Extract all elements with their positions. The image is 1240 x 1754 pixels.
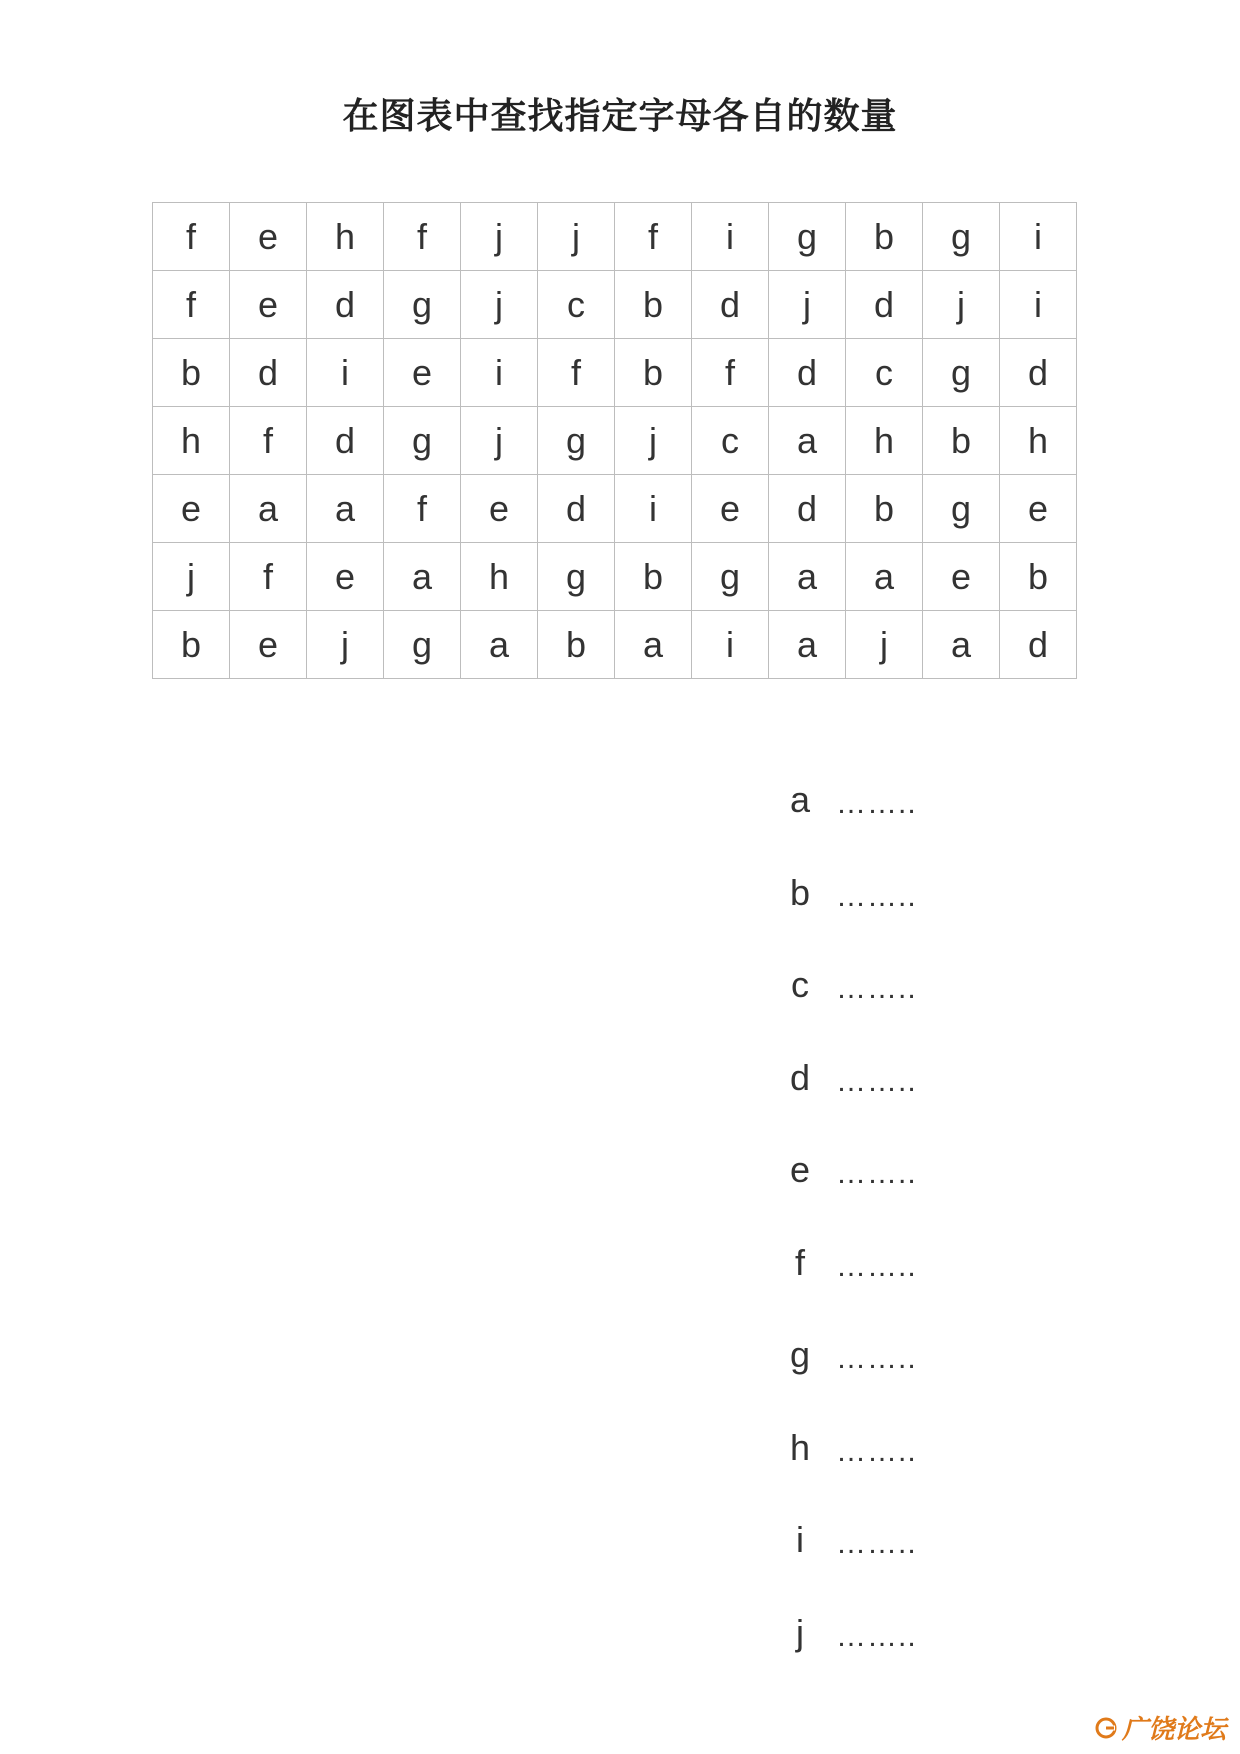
grid-cell: a bbox=[846, 543, 923, 611]
grid-cell: g bbox=[769, 203, 846, 271]
grid-cell: d bbox=[538, 475, 615, 543]
grid-cell: b bbox=[1000, 543, 1077, 611]
answer-blank[interactable]: …….. bbox=[836, 1434, 917, 1468]
grid-cell: i bbox=[1000, 203, 1077, 271]
grid-cell: b bbox=[923, 407, 1000, 475]
grid-cell: f bbox=[384, 203, 461, 271]
grid-cell: h bbox=[846, 407, 923, 475]
grid-cell: e bbox=[230, 203, 307, 271]
grid-cell: a bbox=[923, 611, 1000, 679]
answer-letter: b bbox=[789, 871, 811, 913]
grid-cell: e bbox=[307, 543, 384, 611]
answer-blank[interactable]: …….. bbox=[836, 879, 917, 913]
grid-cell: g bbox=[538, 543, 615, 611]
grid-cell: j bbox=[461, 271, 538, 339]
grid-cell: e bbox=[692, 475, 769, 543]
answer-letter: e bbox=[789, 1149, 811, 1190]
grid-cell: f bbox=[538, 339, 615, 407]
grid-cell: b bbox=[615, 339, 692, 407]
grid-cell: d bbox=[1000, 611, 1077, 679]
answer-row bbox=[770, 965, 917, 1058]
grid-cell: i bbox=[692, 611, 769, 679]
grid-cell: e bbox=[923, 543, 1000, 611]
grid-cell: d bbox=[1000, 339, 1077, 407]
grid-cell: e bbox=[461, 475, 538, 543]
answer-list bbox=[770, 780, 917, 1705]
grid-cell: b bbox=[615, 543, 692, 611]
grid-cell: g bbox=[923, 339, 1000, 407]
grid-cell: a bbox=[230, 475, 307, 543]
grid-cell: f bbox=[153, 203, 230, 271]
grid-cell: b bbox=[153, 339, 230, 407]
grid-cell: e bbox=[230, 611, 307, 679]
grid-row bbox=[153, 271, 1077, 339]
watermark bbox=[1094, 1709, 1226, 1746]
grid-cell: h bbox=[1000, 407, 1077, 475]
grid-cell: a bbox=[384, 543, 461, 611]
answer-row bbox=[770, 780, 917, 873]
grid-cell: e bbox=[1000, 475, 1077, 543]
answer-row bbox=[770, 1613, 917, 1706]
answer-blank[interactable]: …….. bbox=[836, 1157, 917, 1190]
grid-row bbox=[153, 611, 1077, 679]
grid-cell: b bbox=[846, 203, 923, 271]
grid-cell: h bbox=[461, 543, 538, 611]
g-logo-icon bbox=[1094, 1716, 1118, 1740]
grid-cell: e bbox=[153, 475, 230, 543]
grid-cell: g bbox=[923, 475, 1000, 543]
page-title: 在图表中查找指定字母各自的数量 bbox=[342, 96, 898, 137]
grid-row bbox=[153, 339, 1077, 407]
answer-blank[interactable]: …….. bbox=[836, 787, 917, 820]
grid-cell: b bbox=[153, 611, 230, 679]
grid-cell: f bbox=[230, 407, 307, 475]
grid-cell: i bbox=[615, 475, 692, 543]
answer-letter: h bbox=[789, 1426, 811, 1468]
grid-cell: g bbox=[538, 407, 615, 475]
grid-cell: c bbox=[538, 271, 615, 339]
grid-row bbox=[153, 203, 1077, 271]
grid-cell: d bbox=[769, 339, 846, 407]
answer-letter: i bbox=[796, 1519, 804, 1560]
grid-cell: a bbox=[307, 475, 384, 543]
answer-letter: a bbox=[789, 779, 811, 820]
grid-cell: c bbox=[846, 339, 923, 407]
answer-blank[interactable]: …….. bbox=[836, 1527, 917, 1560]
grid-cell: a bbox=[461, 611, 538, 679]
grid-cell: i bbox=[307, 339, 384, 407]
grid-cell: j bbox=[615, 407, 692, 475]
grid-cell: a bbox=[615, 611, 692, 679]
answer-row bbox=[770, 873, 917, 966]
grid-cell: g bbox=[692, 543, 769, 611]
grid-cell: j bbox=[153, 543, 230, 611]
grid-cell: j bbox=[846, 611, 923, 679]
grid-cell: f bbox=[153, 271, 230, 339]
grid-cell: f bbox=[615, 203, 692, 271]
grid-cell: f bbox=[230, 543, 307, 611]
grid-cell: d bbox=[692, 271, 769, 339]
grid-cell: j bbox=[538, 203, 615, 271]
grid-cell: g bbox=[923, 203, 1000, 271]
grid-cell: g bbox=[384, 407, 461, 475]
answer-letter: f bbox=[794, 1241, 805, 1283]
grid-cell: a bbox=[769, 407, 846, 475]
grid-cell: b bbox=[846, 475, 923, 543]
grid-cell: d bbox=[307, 407, 384, 475]
answer-letter: d bbox=[789, 1056, 811, 1098]
grid-cell: a bbox=[769, 543, 846, 611]
answer-letter: g bbox=[789, 1334, 811, 1375]
grid-cell: j bbox=[461, 407, 538, 475]
grid-cell: b bbox=[538, 611, 615, 679]
grid-cell: e bbox=[384, 339, 461, 407]
answer-blank[interactable]: …….. bbox=[836, 1249, 917, 1283]
grid-cell: d bbox=[307, 271, 384, 339]
answer-row bbox=[770, 1335, 917, 1428]
answer-blank[interactable]: …….. bbox=[836, 1619, 917, 1653]
answer-blank[interactable]: …….. bbox=[836, 1064, 917, 1098]
grid-cell: f bbox=[692, 339, 769, 407]
grid-cell: h bbox=[153, 407, 230, 475]
watermark-text: 广饶论坛 bbox=[1121, 1715, 1226, 1745]
grid-cell: i bbox=[461, 339, 538, 407]
answer-blank[interactable]: …….. bbox=[836, 1342, 917, 1375]
grid-cell: a bbox=[769, 611, 846, 679]
grid-cell: j bbox=[923, 271, 1000, 339]
letter-grid bbox=[152, 202, 1077, 679]
grid-cell: e bbox=[230, 271, 307, 339]
answer-row bbox=[770, 1428, 917, 1521]
grid-cell: d bbox=[769, 475, 846, 543]
grid-cell: b bbox=[615, 271, 692, 339]
grid-cell: d bbox=[230, 339, 307, 407]
grid-cell: d bbox=[846, 271, 923, 339]
answer-blank[interactable]: …….. bbox=[836, 972, 917, 1005]
grid-cell: i bbox=[692, 203, 769, 271]
grid-cell: g bbox=[384, 611, 461, 679]
answer-row bbox=[770, 1150, 917, 1243]
grid-row bbox=[153, 543, 1077, 611]
grid-cell: c bbox=[692, 407, 769, 475]
grid-row bbox=[153, 475, 1077, 543]
grid-cell: j bbox=[307, 611, 384, 679]
grid-cell: g bbox=[384, 271, 461, 339]
grid-cell: h bbox=[307, 203, 384, 271]
grid-cell: i bbox=[1000, 271, 1077, 339]
answer-letter: j bbox=[796, 1611, 804, 1653]
grid-cell: j bbox=[461, 203, 538, 271]
answer-row bbox=[770, 1243, 917, 1336]
answer-row bbox=[770, 1058, 917, 1151]
answer-row bbox=[770, 1520, 917, 1613]
grid-cell: j bbox=[769, 271, 846, 339]
grid-row bbox=[153, 407, 1077, 475]
grid-cell: f bbox=[384, 475, 461, 543]
answer-letter: c bbox=[791, 964, 809, 1005]
